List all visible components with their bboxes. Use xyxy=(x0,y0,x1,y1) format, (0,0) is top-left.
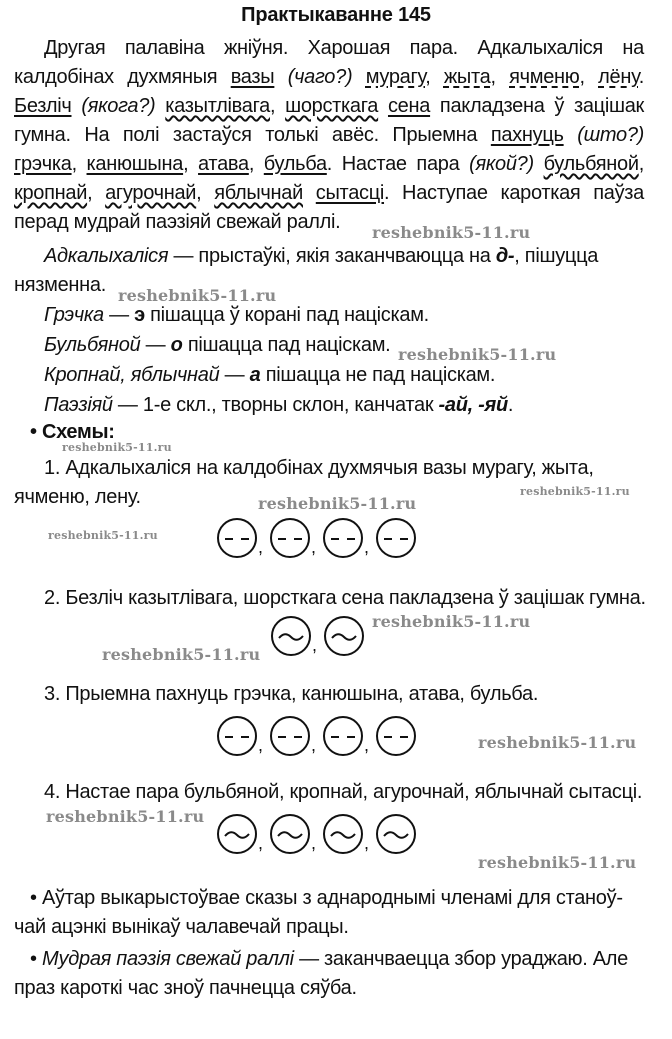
note-5: Паэзіяй — 1-е скл., творны склон, канчатак -ай, -яй. xyxy=(44,394,514,416)
subject-vazy: вазы xyxy=(230,66,275,88)
exercise-title: Практыкаванне 145 xyxy=(241,4,431,26)
attr-bulbyanoy: бульбяной xyxy=(543,153,639,175)
watermark: reshebnik5-11.ru xyxy=(372,612,531,631)
scheme-1-circle-4 xyxy=(377,519,415,557)
note-3: Бульбяной — о пішацца пад націскам. xyxy=(44,334,391,356)
svg-text:,: , xyxy=(364,537,370,557)
scheme-4-sentence: 4. Настае пара бульбяной, кропнай, агурочнай, яблычнай сытасці. xyxy=(44,781,643,803)
scheme-1-diagram xyxy=(212,516,452,560)
scheme-2-diagram xyxy=(268,614,388,658)
watermark: reshebnik5-11.ru xyxy=(398,345,557,364)
scheme-2-circle-2 xyxy=(325,617,363,655)
scheme-4-circle-2 xyxy=(271,815,309,853)
svg-text:,: , xyxy=(364,833,370,853)
note-4: Кропнай, яблычнай — а пішацца не пад націскам. xyxy=(44,364,496,386)
watermark: reshebnik5-11.ru xyxy=(258,494,417,513)
watermark: reshebnik5-11.ru xyxy=(46,807,205,826)
scheme-1-circle-2 xyxy=(271,519,309,557)
scheme-3-sentence: 3. Прыемна пахнуць грэчка, канюшына, атава, бульба. xyxy=(44,683,539,705)
scheme-1-sentence: 1. Адкалыхаліся на калдобінах духмячыя вазы мурагу, жыта, xyxy=(44,457,594,479)
attr-agurochnay: агурочнай xyxy=(105,182,197,204)
text-fragment: Другая палавіна жніўня. Харошая пара. Адкалыхаліся на калдобінах духмяныя xyxy=(14,37,644,88)
scheme-1-circle-1 xyxy=(218,519,256,557)
attr-lyonu: лёну xyxy=(598,66,639,88)
scheme-3-circle-3 xyxy=(324,717,362,755)
watermark: reshebnik5-11.ru xyxy=(102,645,261,664)
attr-yablychnay: яблычнай xyxy=(214,182,303,204)
subject-kanyushyna: канюшына xyxy=(86,153,184,175)
exercise-text: Другая палавіна жніўня. Харошая пара. Адкалыхаліся на калдобінах духмяныя вазы (чаго?) мурагу, жыта, ячменю, лёну. Безліч (якога?) казытлівага, шорсткага сена пакладзена ў зацішак гумна. На полі застаўся толькі авёс. Прыемна пахнуць (што?) грэчка, канюшына, атава, бульба. Настае пара (якой?) бульбяной, кропнай, агурочнай, яблычнай сытасці. Наступае кароткая паўза перад мудрай паэзіяй свежай раллі. xyxy=(14,37,645,233)
note-1-cont: нязменна. xyxy=(14,274,106,296)
svg-text:,: , xyxy=(258,735,264,755)
scheme-3-circle-2 xyxy=(271,717,309,755)
scheme-1-sentence-cont: ячменю, лену. xyxy=(14,486,141,508)
subject-bezlich: Безліч xyxy=(14,95,72,117)
svg-text:,: , xyxy=(258,833,264,853)
svg-text:,: , xyxy=(311,537,317,557)
question-2: (якога?) xyxy=(71,95,166,117)
scheme-4-circle-1 xyxy=(218,815,256,853)
watermark: reshebnik5-11.ru xyxy=(478,733,637,752)
scheme-2-circle-1 xyxy=(272,617,310,655)
scheme-1-circle-3 xyxy=(324,519,362,557)
scheme-3-circle-4 xyxy=(377,717,415,755)
svg-text:,: , xyxy=(364,735,370,755)
predicate-pakhnuc: пахнуць xyxy=(490,124,564,146)
scheme-4-circle-4 xyxy=(377,815,415,853)
attr-shorstkaga: шорсткага xyxy=(285,95,379,117)
scheme-3-circle-1 xyxy=(218,717,256,755)
scheme-4-circle-3 xyxy=(324,815,362,853)
svg-text:,: , xyxy=(312,635,318,655)
schemes-heading: • Схемы: xyxy=(30,421,115,443)
question-4: (якой?) xyxy=(469,153,544,175)
watermark: reshebnik5-11.ru xyxy=(48,529,158,542)
subject-grechka: грэчка xyxy=(14,153,72,175)
watermark: reshebnik5-11.ru xyxy=(118,286,277,305)
question-1: (чаго?) xyxy=(274,66,366,88)
conclusion-1-cont: чай ацэнкі вынікаў чалавечай працы. xyxy=(14,916,349,938)
subject-bulba: бульба xyxy=(263,153,327,175)
scheme-comma: , xyxy=(258,537,264,557)
attr-kazytlivaga: казытлівага xyxy=(165,95,270,117)
attr-kropnay: кропнай xyxy=(14,182,88,204)
attr-yachmenyu: ячменю xyxy=(509,66,580,88)
conclusion-1: • Аўтар выкарыстоўвае сказы з аднароднымі членамі для станоў- xyxy=(30,887,623,909)
watermark: reshebnik5-11.ru xyxy=(372,223,531,242)
watermark: reshebnik5-11.ru xyxy=(520,485,630,498)
subject-atava: атава xyxy=(198,153,249,175)
scheme-4-diagram xyxy=(212,812,452,856)
note-2: Грэчка — э пішацца ў корані пад націскам. xyxy=(44,304,429,326)
scheme-2-sentence: 2. Безліч казытлівага, шорсткага сена пакладзена ў зацішак гумна. xyxy=(44,587,646,609)
attr-muragu: мурагу xyxy=(365,66,426,88)
conclusion-2-cont: праз кароткі час зноў пачнецца сяўба. xyxy=(14,977,357,999)
note-1: Адкалыхаліся — прыстаўкі, якія заканчваюцца на д-, пішуцца xyxy=(44,245,599,267)
svg-text:,: , xyxy=(311,735,317,755)
question-3: (што?) xyxy=(563,124,645,146)
svg-text:,: , xyxy=(311,833,317,853)
word-sena: сена xyxy=(387,95,431,117)
scheme-3-diagram xyxy=(212,714,452,758)
watermark: reshebnik5-11.ru xyxy=(62,441,172,454)
conclusion-2: • Мудрая паэзія свежай раллі — заканчваецца збор ураджаю. Але xyxy=(30,948,628,970)
attr-zhyta: жыта xyxy=(443,66,491,88)
watermark: reshebnik5-11.ru xyxy=(478,853,637,872)
word-sytasci: сытасці xyxy=(315,182,385,204)
